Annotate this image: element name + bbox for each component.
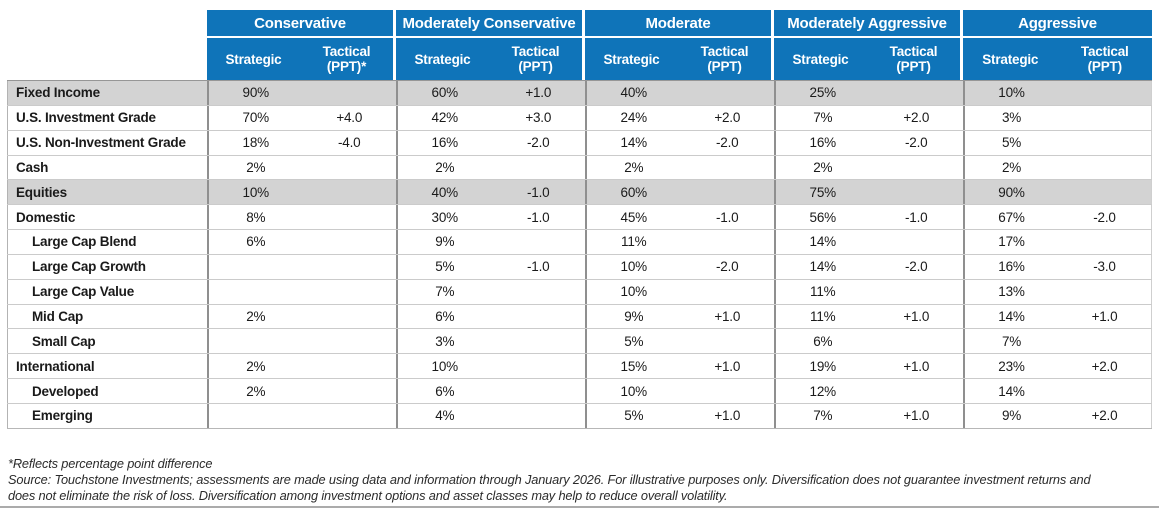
cell-strategic: 90%: [998, 184, 1025, 200]
cell-tactical: [870, 329, 964, 353]
cell-tactical: [870, 156, 964, 180]
group-cells: [396, 329, 585, 353]
row-label: Small Cap: [7, 329, 207, 353]
row-label: U.S. Non-Investment Grade: [7, 131, 207, 155]
group-title: Moderately Conservative: [396, 10, 582, 38]
cell-strategic: 11%: [810, 284, 836, 300]
group-header-aggressive: [963, 10, 1152, 80]
cell-tactical: -2.0: [905, 259, 928, 275]
cell-tactical: +2.0: [714, 110, 741, 126]
group-cells: [207, 230, 396, 254]
group-cells: [585, 230, 774, 254]
group-cells: [207, 255, 396, 279]
group-cells: [207, 329, 396, 353]
cell-strategic: 2%: [624, 159, 644, 175]
cell-strategic: 90%: [242, 85, 269, 101]
tactical-label: Tactical: [889, 44, 938, 59]
group-cells: [396, 106, 585, 130]
group-cells: [963, 230, 1152, 254]
cell-strategic: 19%: [809, 358, 836, 374]
group-cells: [396, 230, 585, 254]
cell-tactical: [870, 379, 964, 403]
group-cells: [207, 354, 396, 378]
cell-tactical: -1.0: [527, 259, 550, 275]
cell-strategic: 8%: [246, 209, 266, 225]
cell-strategic: 14%: [620, 135, 647, 151]
bottom-divider: [0, 506, 1159, 508]
group-cells: [774, 280, 963, 304]
allocation-table: [7, 10, 1152, 429]
group-cells: [207, 205, 396, 229]
cell-tactical: [870, 230, 964, 254]
cell-tactical: [303, 205, 397, 229]
cell-strategic: [209, 255, 303, 279]
table-row: [7, 205, 1152, 230]
row-label: Emerging: [7, 404, 207, 428]
row-label: Fixed Income: [7, 81, 207, 105]
cell-strategic: 5%: [1001, 135, 1022, 151]
group-cells: [585, 305, 774, 329]
cell-strategic: 24%: [620, 110, 647, 126]
group-cells: [396, 180, 585, 204]
group-cells: [585, 280, 774, 304]
tactical-ppt-label: (PPT)*: [326, 59, 367, 74]
group-cells: [207, 81, 396, 105]
cell-tactical: +1.0: [903, 408, 930, 424]
cell-tactical: +1.0: [903, 309, 930, 325]
cell-strategic: 14%: [998, 383, 1025, 399]
cell-strategic: [209, 329, 303, 353]
strategic-label: Strategic: [792, 51, 849, 67]
cell-strategic: 14%: [998, 309, 1025, 325]
cell-tactical: +2.0: [1091, 408, 1118, 424]
cell-strategic: 14%: [809, 259, 836, 275]
table-row: [7, 305, 1152, 330]
group-cells: [774, 81, 963, 105]
cell-strategic: 7%: [435, 284, 455, 300]
cell-strategic: 2%: [435, 159, 455, 175]
group-cells: [585, 156, 774, 180]
cell-strategic: [209, 280, 303, 304]
cell-tactical: [1058, 329, 1151, 353]
cell-tactical: -2.0: [716, 259, 739, 275]
group-cells: [963, 81, 1152, 105]
cell-tactical: -1.0: [527, 209, 550, 225]
header-corner-spacer: [7, 10, 207, 80]
strategic-label: Strategic: [414, 51, 471, 67]
group-cells: [774, 156, 963, 180]
table-row: [7, 156, 1152, 181]
cell-strategic: 2%: [246, 358, 266, 374]
cell-tactical: [681, 379, 775, 403]
group-cells: [585, 255, 774, 279]
strategic-label: Strategic: [982, 51, 1039, 67]
cell-tactical: +1.0: [714, 309, 741, 325]
cell-strategic: 16%: [809, 135, 836, 151]
cell-tactical: [681, 329, 775, 353]
group-cells: [585, 404, 774, 428]
footnote-asterisk: *Reflects percentage point difference: [8, 456, 213, 471]
cell-strategic: 18%: [242, 135, 269, 151]
row-label: Mid Cap: [7, 305, 207, 329]
footnotes: [8, 456, 1108, 503]
cell-strategic: [209, 404, 303, 428]
cell-strategic: 2%: [246, 159, 266, 175]
group-cells: [774, 180, 963, 204]
table-row: [7, 106, 1152, 131]
group-cells: [963, 354, 1152, 378]
group-cells: [396, 205, 585, 229]
cell-tactical: +1.0: [714, 408, 741, 424]
tactical-label: Tactical: [700, 44, 749, 59]
cell-strategic: 16%: [431, 135, 458, 151]
tactical-column-header: [678, 38, 771, 80]
group-cells: [774, 205, 963, 229]
cell-strategic: 60%: [431, 85, 458, 101]
cell-strategic: 10%: [620, 284, 647, 300]
cell-strategic: 13%: [998, 284, 1025, 300]
cell-strategic: 14%: [809, 234, 836, 250]
strategic-column-header: [396, 38, 489, 80]
tactical-label: Tactical: [322, 44, 371, 59]
tactical-column-header: [489, 38, 582, 80]
group-cells: [963, 205, 1152, 229]
cell-strategic: 7%: [1001, 333, 1022, 349]
cell-strategic: 45%: [620, 209, 647, 225]
group-cells: [585, 180, 774, 204]
group-cells: [207, 131, 396, 155]
strategic-label: Strategic: [603, 51, 660, 67]
group-cells: [207, 379, 396, 403]
group-cells: [774, 230, 963, 254]
row-label: Domestic: [7, 205, 207, 229]
group-cells: [963, 156, 1152, 180]
cell-strategic: 2%: [246, 309, 266, 325]
cell-strategic: 10%: [431, 358, 458, 374]
cell-strategic: 3%: [435, 333, 455, 349]
cell-tactical: [492, 379, 586, 403]
group-cells: [396, 280, 585, 304]
cell-tactical: [492, 354, 586, 378]
group-cells: [963, 404, 1152, 428]
cell-tactical: +2.0: [1091, 358, 1118, 374]
cell-strategic: 9%: [624, 309, 644, 325]
group-cells: [585, 379, 774, 403]
cell-strategic: 70%: [242, 110, 269, 126]
cell-strategic: 5%: [624, 408, 644, 424]
table-row: [7, 329, 1152, 354]
group-cells: [396, 305, 585, 329]
table-header: [7, 10, 1152, 80]
cell-tactical: [303, 280, 397, 304]
cell-tactical: [681, 81, 775, 105]
group-cells: [585, 106, 774, 130]
group-cells: [963, 180, 1152, 204]
cell-strategic: 30%: [431, 209, 458, 225]
cell-strategic: 6%: [246, 234, 266, 250]
cell-strategic: 2%: [1001, 159, 1022, 175]
group-title: Conservative: [207, 10, 393, 38]
group-cells: [207, 156, 396, 180]
group-cells: [774, 131, 963, 155]
cell-strategic: 12%: [809, 383, 836, 399]
cell-strategic: 15%: [620, 358, 647, 374]
cell-tactical: [303, 156, 397, 180]
strategic-label: Strategic: [225, 51, 282, 67]
group-cells: [585, 354, 774, 378]
row-label: U.S. Investment Grade: [7, 106, 207, 130]
strategic-column-header: [585, 38, 678, 80]
cell-tactical: -2.0: [527, 135, 550, 151]
row-label: Developed: [7, 379, 207, 403]
strategic-column-header: [963, 38, 1058, 80]
cell-strategic: 2%: [246, 383, 266, 399]
cell-strategic: 60%: [620, 184, 647, 200]
cell-strategic: 10%: [620, 259, 647, 275]
cell-tactical: [870, 180, 964, 204]
group-cells: [774, 106, 963, 130]
cell-tactical: -1.0: [527, 184, 550, 200]
cell-tactical: [1058, 379, 1151, 403]
cell-tactical: [303, 230, 397, 254]
group-cells: [207, 280, 396, 304]
group-header-moderate: [585, 10, 774, 80]
cell-tactical: [870, 280, 964, 304]
cell-tactical: -2.0: [1093, 209, 1116, 225]
cell-tactical: [681, 230, 775, 254]
cell-tactical: +2.0: [903, 110, 930, 126]
cell-tactical: -4.0: [338, 135, 361, 151]
group-cells: [963, 379, 1152, 403]
group-cells: [585, 329, 774, 353]
table-row: [7, 180, 1152, 205]
cell-strategic: 4%: [435, 408, 455, 424]
cell-strategic: 3%: [1001, 110, 1022, 126]
cell-strategic: 23%: [998, 358, 1025, 374]
group-cells: [585, 131, 774, 155]
group-cells: [774, 305, 963, 329]
tactical-ppt-label: (PPT): [896, 59, 931, 74]
cell-tactical: [1058, 230, 1151, 254]
strategic-column-header: [207, 38, 300, 80]
cell-tactical: +1.0: [714, 358, 741, 374]
table-body: [7, 80, 1152, 429]
cell-tactical: [492, 329, 586, 353]
cell-tactical: [1058, 180, 1151, 204]
group-cells: [207, 106, 396, 130]
group-cells: [207, 180, 396, 204]
group-cells: [963, 280, 1152, 304]
group-cells: [963, 305, 1152, 329]
group-title: Moderately Aggressive: [774, 10, 960, 38]
tactical-ppt-label: (PPT): [518, 59, 553, 74]
cell-tactical: +4.0: [336, 110, 363, 126]
cell-tactical: [492, 156, 586, 180]
tactical-label: Tactical: [1080, 44, 1129, 59]
cell-tactical: [303, 81, 397, 105]
cell-tactical: -2.0: [716, 135, 739, 151]
cell-strategic: 67%: [998, 209, 1025, 225]
cell-strategic: 42%: [431, 110, 458, 126]
cell-strategic: 10%: [620, 383, 647, 399]
footnote-source: Source: Touchstone Investments; assessments are made using data and information through January 2026. For illustrative purposes only. Diversification does not guarantee investment returns and does not eliminate the risk of loss. Diversification among investment options and asset classes may help to reduce overall volatility.: [8, 472, 1091, 503]
cell-tactical: -1.0: [716, 209, 739, 225]
group-cells: [396, 131, 585, 155]
table-row: [7, 81, 1152, 106]
table-row: [7, 379, 1152, 404]
tactical-label: Tactical: [511, 44, 560, 59]
cell-tactical: +1.0: [1091, 309, 1118, 325]
cell-strategic: 7%: [813, 110, 833, 126]
cell-strategic: 6%: [435, 383, 455, 399]
cell-tactical: +1.0: [903, 358, 930, 374]
cell-tactical: [492, 230, 586, 254]
group-cells: [963, 106, 1152, 130]
cell-strategic: 5%: [624, 333, 644, 349]
cell-strategic: 2%: [813, 159, 833, 175]
group-cells: [774, 379, 963, 403]
cell-tactical: [870, 81, 964, 105]
row-label: Large Cap Value: [7, 280, 207, 304]
cell-tactical: [492, 280, 586, 304]
row-label: Equities: [7, 180, 207, 204]
tactical-ppt-label: (PPT): [1087, 59, 1122, 74]
table-row: [7, 255, 1152, 280]
cell-strategic: 7%: [813, 408, 833, 424]
table-row: [7, 354, 1152, 379]
row-label: Large Cap Blend: [7, 230, 207, 254]
tactical-column-header: [300, 38, 393, 80]
cell-strategic: 10%: [242, 184, 269, 200]
cell-strategic: 75%: [809, 184, 836, 200]
cell-tactical: [1058, 81, 1151, 105]
group-title: Moderate: [585, 10, 771, 38]
cell-tactical: -1.0: [905, 209, 928, 225]
cell-strategic: 25%: [809, 85, 836, 101]
cell-strategic: 11%: [621, 234, 647, 250]
cell-tactical: [303, 379, 397, 403]
cell-tactical: [303, 354, 397, 378]
cell-tactical: [303, 404, 397, 428]
group-cells: [396, 255, 585, 279]
group-cells: [396, 354, 585, 378]
cell-strategic: 16%: [998, 259, 1025, 275]
cell-tactical: [681, 280, 775, 304]
cell-tactical: [492, 305, 586, 329]
group-cells: [963, 255, 1152, 279]
cell-tactical: [303, 305, 397, 329]
group-cells: [585, 205, 774, 229]
cell-tactical: [681, 156, 775, 180]
group-cells: [774, 329, 963, 353]
tactical-column-header: [867, 38, 960, 80]
cell-strategic: 9%: [1001, 408, 1022, 424]
tactical-column-header: [1058, 38, 1153, 80]
cell-tactical: [303, 180, 397, 204]
cell-strategic: 40%: [620, 85, 647, 101]
cell-strategic: 10%: [998, 85, 1025, 101]
cell-tactical: -3.0: [1093, 259, 1116, 275]
row-label: Large Cap Growth: [7, 255, 207, 279]
cell-strategic: 5%: [435, 259, 455, 275]
cell-strategic: 56%: [809, 209, 836, 225]
table-row: [7, 131, 1152, 156]
cell-tactical: [1058, 280, 1151, 304]
cell-strategic: 9%: [435, 234, 455, 250]
cell-tactical: [303, 255, 397, 279]
cell-tactical: -2.0: [905, 135, 928, 151]
cell-strategic: 40%: [431, 184, 458, 200]
group-header-conservative: [207, 10, 396, 80]
table-row: [7, 404, 1152, 429]
cell-tactical: [681, 180, 775, 204]
group-cells: [396, 379, 585, 403]
cell-tactical: +1.0: [525, 85, 552, 101]
cell-strategic: 17%: [998, 234, 1025, 250]
group-cells: [396, 404, 585, 428]
cell-strategic: 6%: [435, 309, 455, 325]
table-row: [7, 280, 1152, 305]
group-cells: [396, 156, 585, 180]
group-cells: [396, 81, 585, 105]
group-header-moderately-aggressive: [774, 10, 963, 80]
group-cells: [963, 329, 1152, 353]
strategic-column-header: [774, 38, 867, 80]
cell-tactical: +3.0: [525, 110, 552, 126]
group-cells: [963, 131, 1152, 155]
cell-tactical: [303, 329, 397, 353]
cell-tactical: [1058, 106, 1151, 130]
row-label: International: [7, 354, 207, 378]
cell-tactical: [1058, 156, 1151, 180]
cell-strategic: 6%: [813, 333, 833, 349]
group-cells: [774, 255, 963, 279]
row-label: Cash: [7, 156, 207, 180]
tactical-ppt-label: (PPT): [707, 59, 742, 74]
cell-tactical: [492, 404, 586, 428]
group-header-moderately-conservative: [396, 10, 585, 80]
cell-strategic: 11%: [810, 309, 836, 325]
group-title: Aggressive: [963, 10, 1152, 38]
group-cells: [207, 404, 396, 428]
group-cells: [774, 404, 963, 428]
cell-tactical: [1058, 131, 1151, 155]
group-cells: [774, 354, 963, 378]
group-cells: [207, 305, 396, 329]
group-cells: [585, 81, 774, 105]
table-row: [7, 230, 1152, 255]
